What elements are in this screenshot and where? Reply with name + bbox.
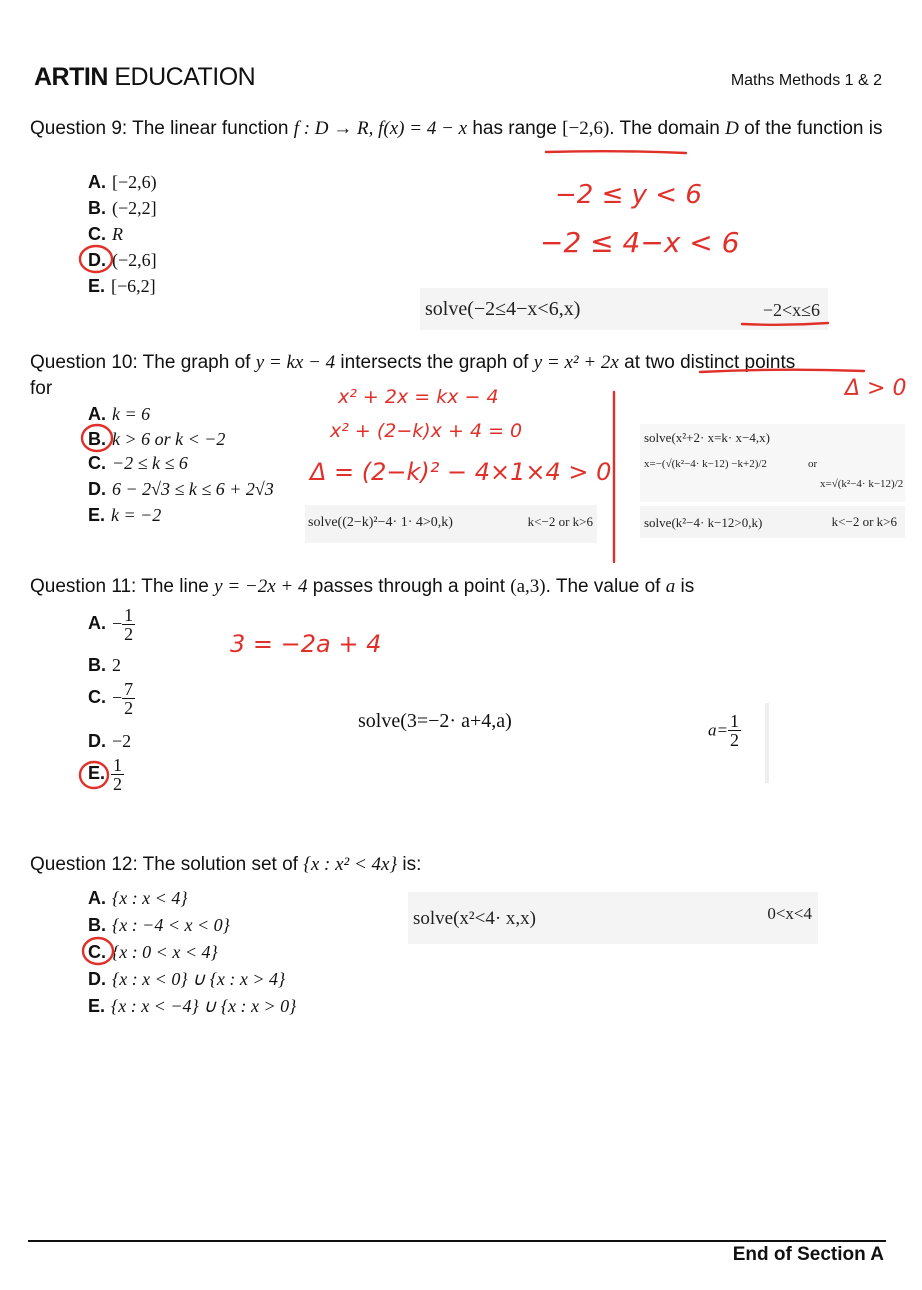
q11-option-a-fraction: $\frac{1}{2}$ [124,605,134,644]
q9-option-b[interactable]: B. (−2,2] [88,198,157,218]
q11-option-d[interactable]: D. −2 [88,731,132,751]
q10-cas1-output: k<−2 or k>6 [527,514,593,529]
q10-handwritten-equate: x² + 2x = kx − 4 [338,386,499,408]
q10-cas2-or: or [808,458,818,470]
q10-cas1-input: solve((2−k)²−4· 1· 4>0,k) [308,515,453,530]
q10-cas3-input: solve(k²−4· k−12>0,k) [644,515,763,530]
question-9-stem: Question 9: The linear function f : D → R, f(x) = 4 − x has range [−2,6). The domain D of the function is [30,118,883,139]
q11-option-b[interactable]: B. 2 [88,655,121,675]
q9-range-underline [546,151,686,153]
q10-cas-panel-1 [305,505,597,543]
q11-option-e-fraction: $\frac{1}{2}$ [113,755,123,794]
q10-option-c[interactable]: C. −2 ≤ k ≤ 6 [88,453,188,473]
footer-rule [28,1240,886,1242]
q11-option-c-fraction: $\frac{7}{2}$ [124,679,134,718]
q9-option-a[interactable]: A. [−2,6) [88,172,157,192]
q10-cas2-solution-b: x=√(k²−4· k−12)/2 [820,478,904,490]
q9-cas-input: solve(−2≤4−x<6,x) [425,298,581,320]
course-title: Maths Methods 1 & 2 [730,72,882,89]
q9-handwritten-range: −2 ≤ y < 6 [555,180,702,210]
q11-option-c[interactable]: C. − $\frac{7}{2}$ [88,679,134,718]
q11-cas-output: a= $\frac{1}{2}$ [708,711,739,750]
q12-option-c[interactable]: C. {x : 0 < x < 4} [88,942,218,962]
q12-option-b[interactable]: B. {x : −4 < x < 0} [88,915,230,935]
q11-option-a[interactable]: A. − $\frac{1}{2}$ [88,605,134,644]
q9-option-e[interactable]: E. [−6,2] [88,276,156,296]
q10-cas2-solution-a: x=−(√(k²−4· k−12) −k+2)/2 [644,458,767,470]
q9-handwritten-inequality: −2 ≤ 4−x < 6 [540,226,740,259]
q12-option-e[interactable]: E. {x : x < −4} ∪ {x : x > 0} [88,996,297,1016]
q10-handwritten-quadratic: x² + (2−k)x + 4 = 0 [330,420,523,442]
question-12-stem: Question 12: The solution set of {x : x² < 4x} is: [30,854,422,875]
q10-cas-panel-3 [640,506,905,538]
q12-cas-input: solve(x²<4· x,x) [413,908,536,929]
q9-cas-output: −2<x≤6 [762,300,820,320]
q10-handwritten-delta: Δ > 0 [845,376,907,401]
q9-cas-panel [420,288,828,330]
q12-option-d[interactable]: D. {x : x < 0} ∪ {x : x > 4} [88,969,286,989]
brand-logo: ARTIN EDUCATION [34,63,256,91]
q10-option-a[interactable]: A. k = 6 [88,404,151,424]
q10-option-d[interactable]: D. 6 − 2√3 ≤ k ≤ 6 + 2√3 [88,479,274,499]
q11-cas-output-fraction: $\frac{1}{2}$ [729,711,739,750]
q11-cas-divider [765,703,769,783]
q12-cas-output: 0<x<4 [767,904,812,923]
q10-option-e[interactable]: E. k = −2 [88,505,162,525]
q11-cas-input: solve(3=−2· a+4,a) [358,710,512,732]
q10-handwritten-discriminant: Δ = (2−k)² − 4×1×4 > 0 [310,458,612,486]
q12-cas-panel [408,892,818,944]
q11-handwritten-substitution: 3 = −2a + 4 [230,630,382,658]
q11-option-e[interactable]: E. $\frac{1}{2}$ [88,755,123,794]
question-11-stem: Question 11: The line y = −2x + 4 passes through a point (a,3). The value of a is [30,576,695,597]
footer-end-of-section: End of Section A [732,1244,884,1265]
q9-option-c[interactable]: C. R [88,224,123,244]
q10-option-b[interactable]: B. k > 6 or k < −2 [88,429,226,449]
q10-cas2-input: solve(x²+2· x=k· x−4,x) [644,430,770,445]
question-10-stem: Question 10: The graph of y = kx − 4 intersects the graph of y = x² + 2x at two distinct points for [30,352,796,399]
q12-option-a[interactable]: A. {x : x < 4} [88,888,188,908]
q10-cas3-output: k<−2 or k>6 [831,514,897,529]
q10-cas-panel-2 [640,424,905,502]
q9-option-d[interactable]: D. (−2,6] [88,250,157,270]
